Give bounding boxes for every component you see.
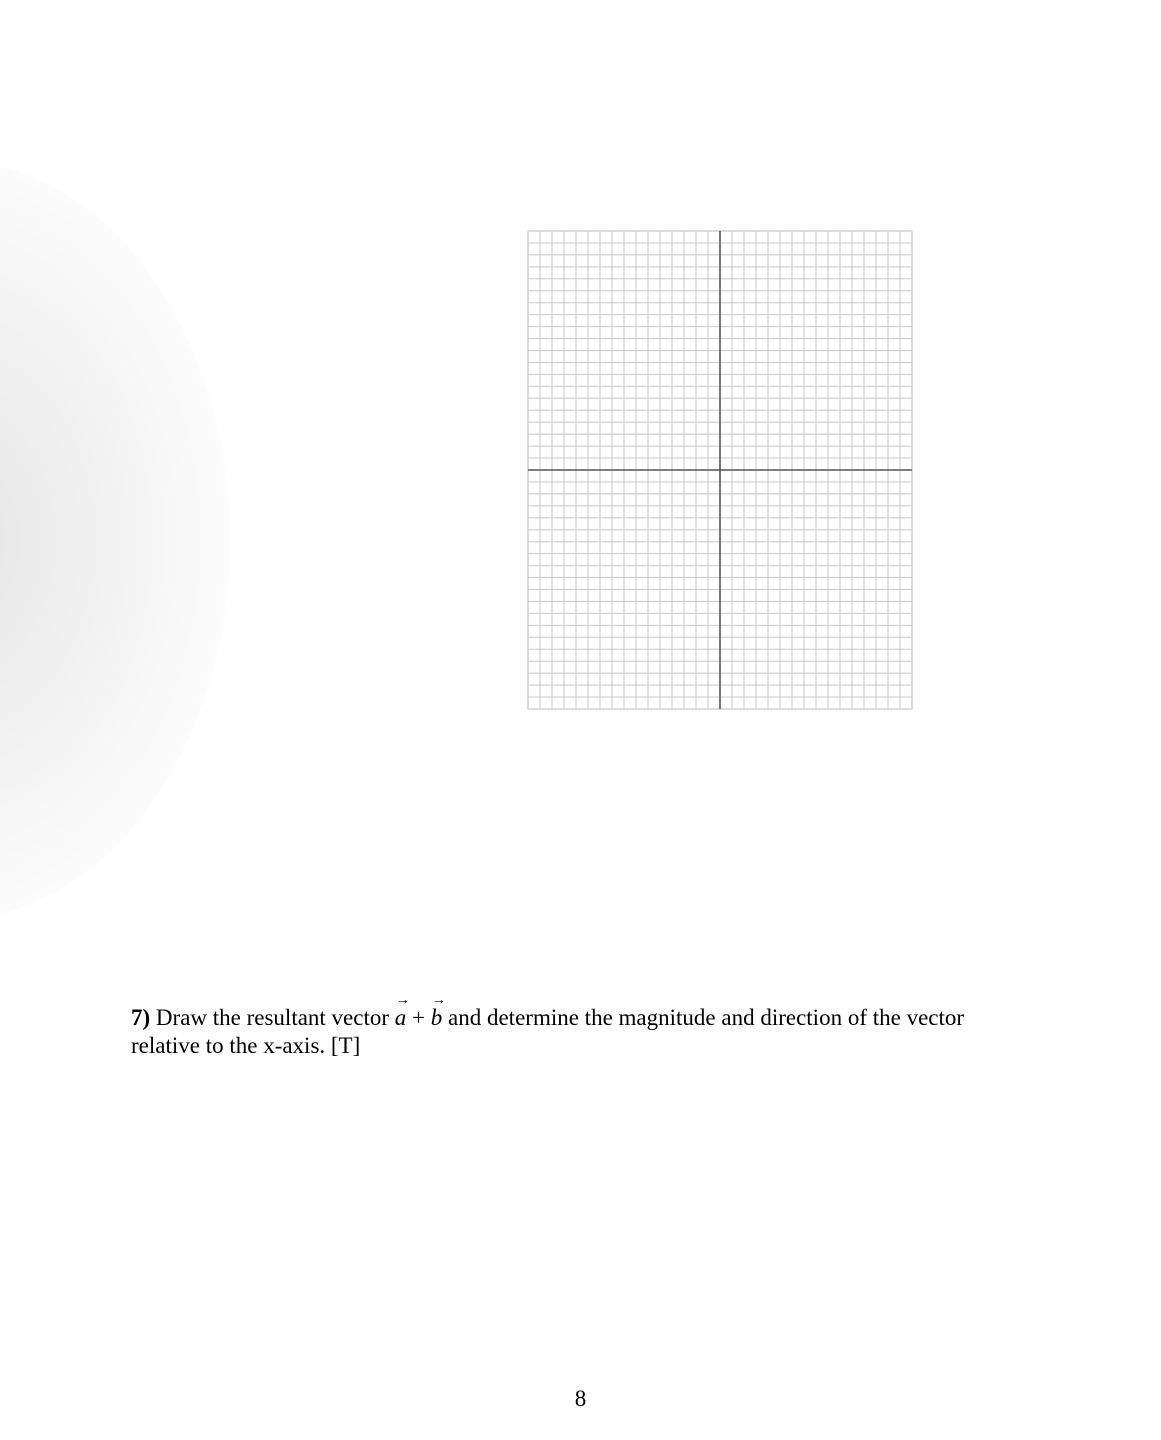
plus-sign: + <box>406 1005 431 1030</box>
vector-a-arrow-icon: → <box>395 993 410 1008</box>
question-number: 7) <box>131 1005 151 1030</box>
question-text-before: Draw the resultant vector <box>150 1005 395 1030</box>
question-text-after: and determine the magnitude and direction of the vector relative to the x-axis. [T] <box>131 1005 965 1058</box>
vector-a-letter: a <box>394 1005 407 1030</box>
vector-b-arrow-icon: → <box>431 993 446 1008</box>
vector-b-letter: b <box>430 1005 443 1030</box>
page-number: 8 <box>574 1386 587 1411</box>
vector-b <box>430 993 446 1032</box>
vector-a <box>394 993 410 1032</box>
scan-shadow <box>0 160 230 920</box>
coordinate-grid <box>527 230 913 710</box>
graph-paper <box>527 230 913 710</box>
question-7 <box>131 993 1011 1060</box>
